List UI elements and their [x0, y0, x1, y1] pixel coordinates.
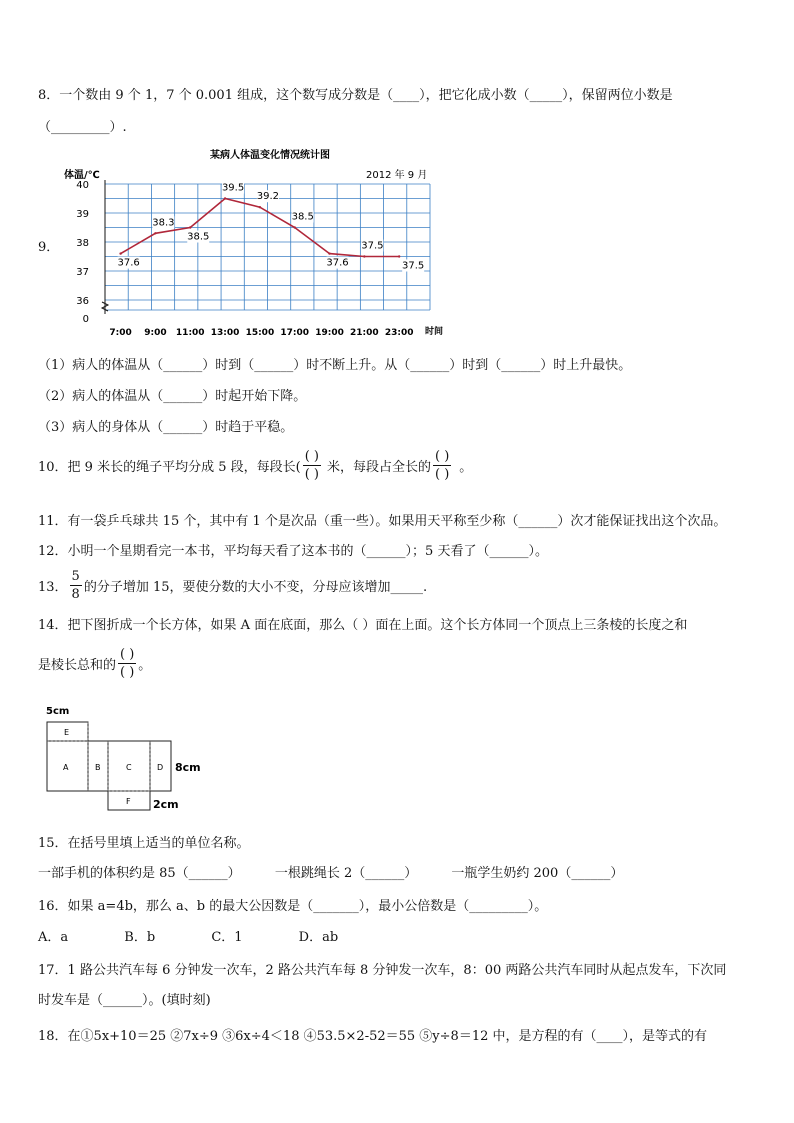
- y-tick-label: 0: [82, 314, 89, 325]
- net-face-d: D: [157, 763, 164, 772]
- q13-fraction: [70, 570, 82, 601]
- q10-end: 。: [459, 460, 473, 475]
- x-tick-label: 15:00: [245, 328, 275, 338]
- y-tick-label: 36: [76, 296, 89, 307]
- y-tick-label: 39: [76, 209, 89, 220]
- q14-line1: 14．把下图折成一个长方体，如果 A 面在底面，那么（ ）面在上面。这个长方体同一个顶点上三条棱的长度之和: [38, 618, 688, 633]
- q13-line: [38, 570, 427, 601]
- data-point: [363, 255, 365, 257]
- q17-line1: 17．1 路公共汽车每 6 分钟发一次车，2 路公共汽车每 8 分钟发一次车，8：00 两路公共汽车同时从起点发车，下次同: [38, 963, 727, 978]
- q15-item-milk: 一瓶学生奶约 200（______）: [451, 866, 624, 881]
- q16-choice-d[interactable]: D．ab: [298, 930, 339, 945]
- q10-line: [38, 450, 472, 481]
- x-tick-label: 17:00: [280, 328, 310, 338]
- y-tick-label: 37: [76, 267, 89, 278]
- q10-frac1-num: ( ): [304, 449, 319, 464]
- q13-num: 5: [71, 569, 80, 584]
- chart-x-ticks: [109, 328, 413, 338]
- q10-frac2-den: ( ): [434, 467, 450, 482]
- q14-fraction: [118, 648, 136, 679]
- x-tick-label: 19:00: [315, 328, 344, 338]
- chart-title: 某病人体温变化情况统计图: [210, 150, 330, 161]
- data-point: [119, 252, 121, 254]
- data-label: 37.6: [326, 257, 349, 269]
- data-label: 38.3: [152, 217, 175, 229]
- data-point: [259, 206, 261, 208]
- data-point: [224, 197, 226, 199]
- q16-question: 16．如果 a=4b，那么 a、b 的最大公因数是（_______），最小公倍数是（_________）。: [38, 899, 548, 914]
- q10-fraction-share: [433, 450, 451, 481]
- net-face-a: A: [63, 763, 69, 772]
- data-label: 39.5: [221, 182, 245, 194]
- q15-title: 15．在括号里填上适当的单位名称。: [38, 836, 250, 851]
- data-label: 38.5: [291, 211, 314, 223]
- q10-frac1-den: ( ): [304, 467, 319, 482]
- q15-item-rope: 一根跳绳长 2（______）: [274, 866, 418, 881]
- chart-axes: [102, 180, 108, 314]
- chart-date-note: 2012 年 9 月: [366, 170, 428, 181]
- x-tick-label: 7:00: [109, 328, 132, 338]
- q14-line2-text: 是棱长总和的: [38, 658, 117, 673]
- data-label: 37.6: [117, 257, 140, 269]
- q8-line1: 8．一个数由 9 个 1，7 个 0.001 组成，这个数写成分数是（____），把它化成小数（_____），保留两位小数是: [38, 88, 673, 103]
- net-face-c: C: [126, 763, 132, 772]
- q9-sub1: （1）病人的体温从（______）时到（______）时不断上升。从（______）时到（______）时上升最快。: [38, 358, 632, 373]
- q16-choice-c[interactable]: C．1: [211, 930, 243, 945]
- q15-item-phone: 一部手机的体积约是 85（______）: [38, 866, 241, 881]
- y-tick-label: 38: [76, 238, 89, 249]
- q9-sub2: （2）病人的体温从（______）时起开始下降。: [38, 389, 307, 404]
- q18-line: 18．在①5x+10＝25 ②7x÷9 ③6x÷4＜18 ④53.5×2-52＝55 ⑤y÷8＝12 中，是方程的有（____），是等式的有: [38, 1029, 707, 1044]
- q17-line2: 时发车是（______）。(填时刻): [38, 993, 211, 1008]
- data-label: 39.2: [256, 191, 280, 203]
- net-bottom-dimension: 2cm: [153, 798, 179, 811]
- q13-prefix: 13．: [38, 580, 68, 595]
- net-top-dimension: 5cm: [46, 706, 70, 717]
- x-tick-label: 23:00: [384, 328, 414, 338]
- net-face-b: B: [95, 763, 101, 772]
- x-tick-label: 11:00: [175, 328, 205, 338]
- data-label: 37.5: [361, 240, 384, 252]
- q13-den: 8: [71, 587, 80, 602]
- data-label: 38.5: [187, 231, 210, 243]
- q16-choices: [38, 926, 390, 945]
- x-tick-label: 21:00: [350, 328, 379, 338]
- chart-y-axis-label: 体温/℃: [64, 170, 100, 181]
- q16-choice-b[interactable]: B．b: [124, 930, 156, 945]
- q12-line: 12．小明一个星期看完一本书，平均每天看了这本书的（______）；5 天看了（______）。: [38, 544, 548, 559]
- q14-frac-den: ( ): [120, 665, 135, 680]
- net-face-e: E: [64, 728, 70, 737]
- q11-line: 11．有一袋乒乓球共 15 个，其中有 1 个是次品（重一些）。如果用天平称至少称（______）次才能保证找出这个次品。: [38, 514, 727, 529]
- q14-frac-num: ( ): [120, 647, 135, 662]
- net-right-dimension: 8cm: [175, 761, 201, 774]
- q10-frac2-num: ( ): [434, 449, 450, 464]
- data-point: [154, 232, 156, 234]
- data-point: [398, 255, 400, 257]
- chart-y-ticks: [76, 180, 89, 325]
- q9-sub3: （3）病人的身体从（______）时趋于平稳。: [38, 420, 294, 435]
- q8-line2: （_________）.: [38, 120, 127, 135]
- chart-x-axis-label: 时间: [425, 327, 444, 337]
- x-tick-label: 9:00: [144, 328, 167, 338]
- q16-choice-a[interactable]: A．a: [38, 930, 69, 945]
- q9-label: 9．: [38, 240, 60, 255]
- q10-unit: 米，每段占全长的: [326, 460, 431, 475]
- chart-data-labels: [117, 182, 424, 272]
- q15-items: [38, 862, 623, 881]
- net-face-f: F: [126, 797, 131, 806]
- x-tick-label: 13:00: [210, 328, 240, 338]
- q14-line2: [38, 648, 151, 679]
- data-point: [328, 252, 330, 254]
- q10-prefix: 10．把 9 米长的绳子平均分成 5 段，每段长(: [38, 460, 301, 475]
- data-point: [189, 226, 191, 228]
- q10-fraction-length: [303, 450, 321, 481]
- q13-suffix: 的分子增加 15，要使分数的大小不变，分母应该增加_____.: [83, 580, 428, 595]
- cuboid-net-diagram: [40, 700, 240, 815]
- temperature-line-chart: [60, 142, 460, 344]
- q14-end: 。: [138, 658, 152, 673]
- data-label: 37.5: [402, 260, 425, 272]
- y-tick-label: 40: [76, 180, 89, 191]
- data-point: [294, 226, 296, 228]
